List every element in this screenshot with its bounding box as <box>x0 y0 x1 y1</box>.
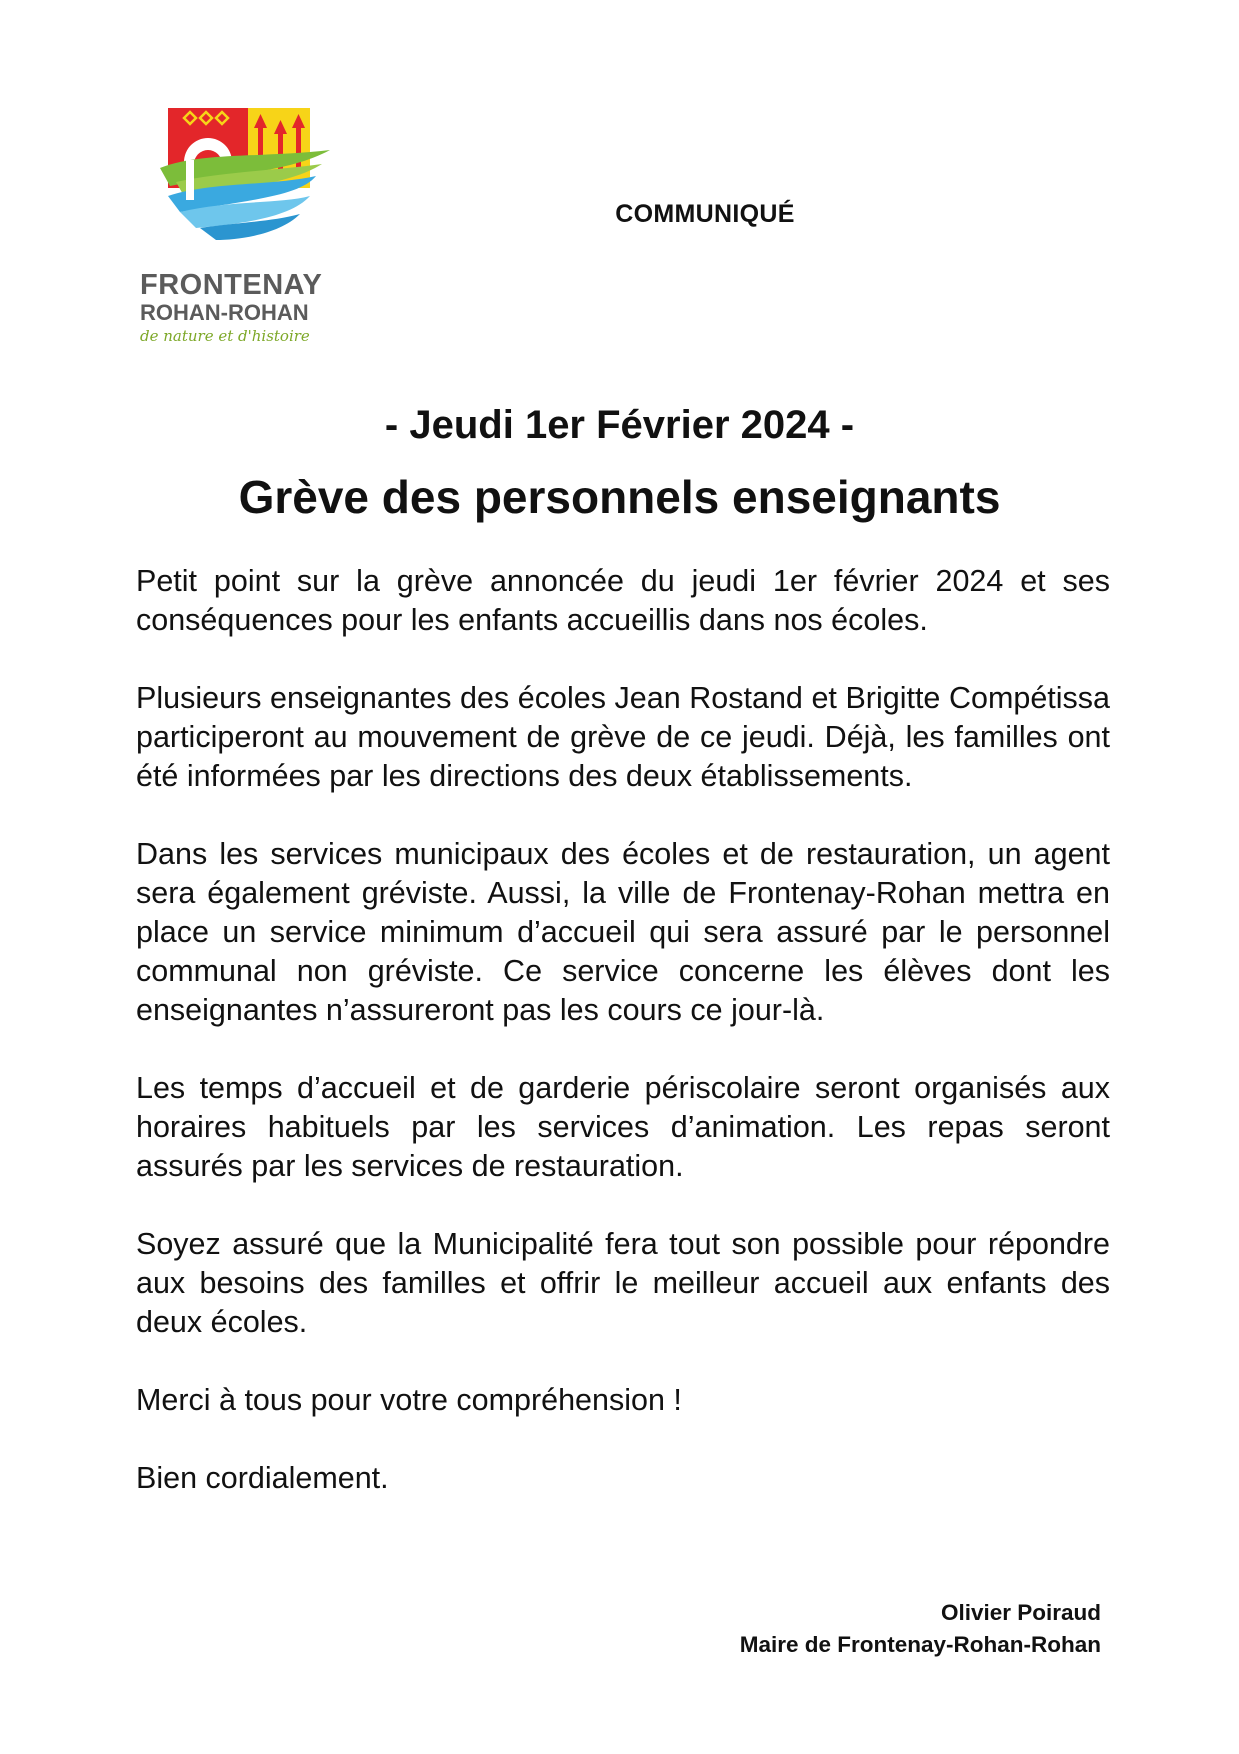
body-paragraph: Les temps d’accueil et de garderie périscolaire seront organisés aux horaires habituels par les services d’animation. Les repas seront assurés par les services de restauration. <box>136 1071 1110 1183</box>
communique-body <box>136 562 1110 1498</box>
communique-label: COMMUNIQUÉ <box>615 200 795 228</box>
logo-name-line2: ROHAN-ROHAN <box>140 300 309 325</box>
body-paragraph: Plusieurs enseignantes des écoles Jean Rostand et Brigitte Compétissa participeront au mouvement de grève de ce jeudi. Déjà, les familles ont été informées par les directions des deux établissements. <box>136 681 1110 793</box>
body-paragraph: Dans les services municipaux des écoles et de restauration, un agent sera également gréviste. Aussi, la ville de Frontenay-Rohan mettra en place un service minimum d’accueil qui sera assuré par le personnel communal non gréviste. Ce service concerne les élèves dont les enseignantes n’assureront pas les cours ce jour-là. <box>136 837 1110 1027</box>
signatory-role: Maire de Frontenay-Rohan-Rohan <box>739 1632 1101 1657</box>
body-paragraph: Soyez assuré que la Municipalité fera tout son possible pour répondre aux besoins des familles et offrir le meilleur accueil aux enfants des deux écoles. <box>136 1227 1110 1339</box>
signatory-name: Olivier Poiraud <box>940 1600 1101 1625</box>
body-paragraph: Petit point sur la grève annoncée du jeudi 1er février 2024 et ses conséquences pour les enfants accueillis dans nos écoles. <box>136 564 1110 637</box>
municipal-logo <box>140 100 340 360</box>
closing-line: Bien cordialement. <box>136 1461 389 1495</box>
logo-name-line1: FRONTENAY <box>140 269 323 301</box>
coat-of-arms-icon <box>140 100 340 260</box>
body-paragraph: Merci à tous pour votre compréhension ! <box>136 1383 682 1417</box>
page-title: Grève des personnels enseignants <box>238 471 1001 523</box>
title-date: - Jeudi 1er Février 2024 - <box>384 403 855 447</box>
signature-block <box>740 1597 1101 1661</box>
logo-tagline: de nature et d'histoire <box>140 327 310 345</box>
